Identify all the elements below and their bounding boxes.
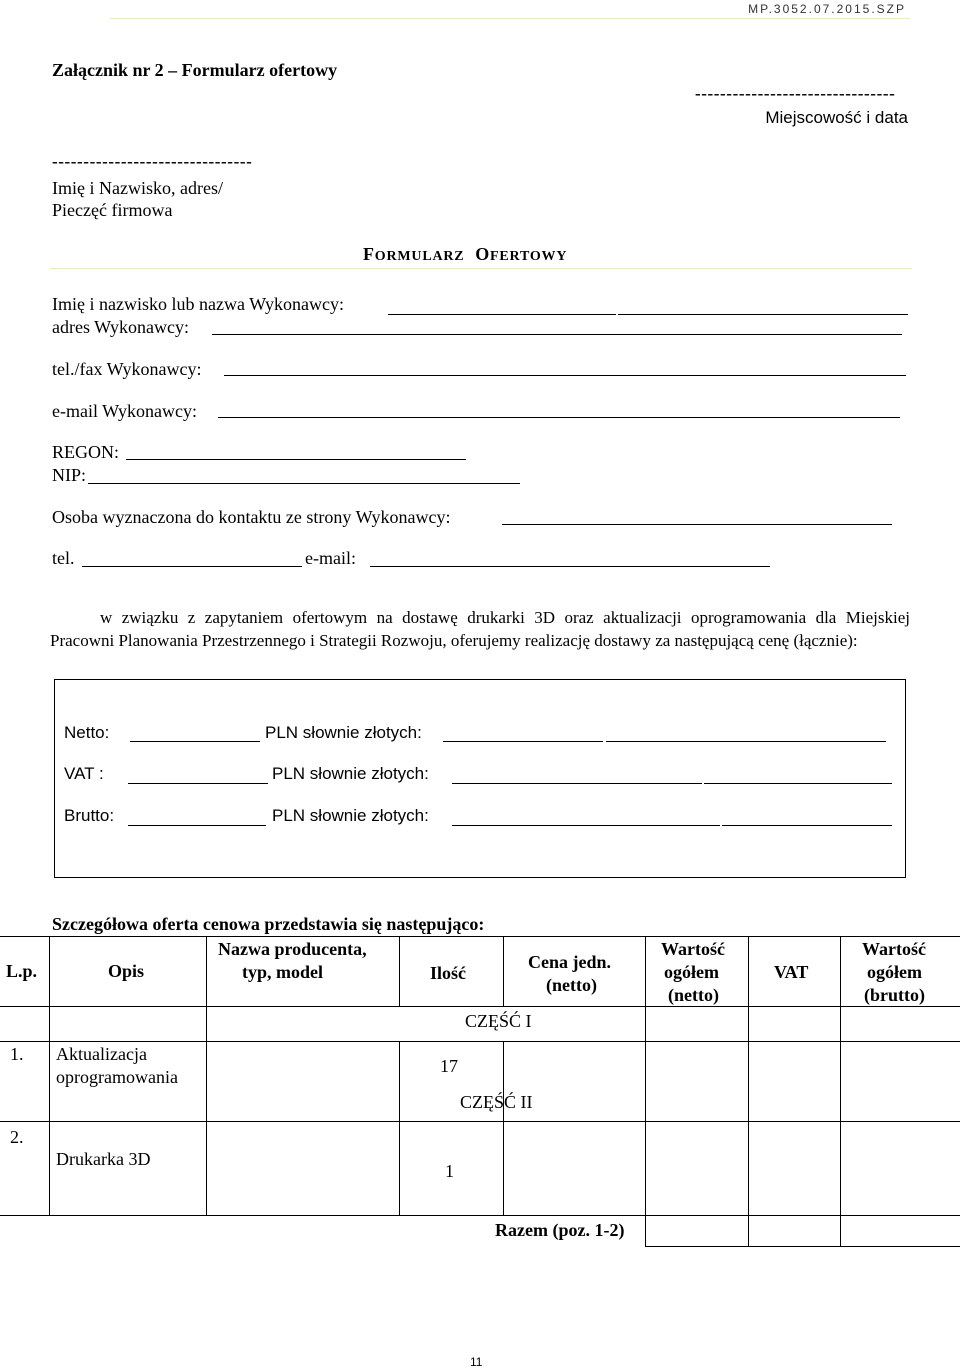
contact-person-line[interactable] — [502, 524, 892, 525]
part-2-label: CZĘŚĆ II — [460, 1092, 533, 1112]
sender-line-2: Pieczęć firmowa — [52, 200, 173, 220]
brutto-words-label: PLN słownie złotych: — [272, 806, 429, 825]
header-cena-2: (netto) — [546, 975, 597, 995]
netto-amount-line[interactable] — [130, 741, 260, 742]
form-title — [363, 244, 567, 265]
brutto-words-line-2[interactable] — [722, 825, 892, 826]
brutto-words-line-1[interactable] — [452, 825, 720, 826]
details-heading: Szczegółowa oferta cenowa przedstawia się następująco: — [52, 914, 485, 934]
header-producer-2: typ, model — [242, 962, 323, 982]
row-1-ilosc: 17 — [440, 1056, 458, 1076]
row-1-opis-2: oprogramowania — [56, 1067, 178, 1087]
sender-line-1: Imię i Nazwisko, adres/ — [52, 178, 223, 198]
header-vat: VAT — [774, 962, 809, 982]
contact-tel-label: tel. — [52, 548, 75, 568]
header-wartosc-brutto-3: (brutto) — [864, 985, 925, 1005]
contractor-name-line-2[interactable] — [618, 314, 908, 315]
vat-words-line-1[interactable] — [452, 783, 702, 784]
form-title-rule — [50, 268, 912, 269]
part-1-label: CZĘŚĆ I — [465, 1011, 532, 1031]
offer-paragraph — [50, 606, 910, 652]
table-row-border — [0, 1041, 960, 1042]
brutto-amount-line[interactable] — [128, 825, 266, 826]
header-wartosc-netto-3: (netto) — [668, 985, 719, 1005]
regon-line[interactable] — [126, 459, 466, 460]
row-2-lp: 2. — [10, 1127, 24, 1147]
table-row-border — [0, 1121, 960, 1122]
contractor-email-line[interactable] — [218, 417, 900, 418]
contractor-name-line-1[interactable] — [388, 314, 616, 315]
vat-words-line-2[interactable] — [704, 783, 892, 784]
sender-dashes: -------------------------------- — [52, 152, 253, 171]
vat-amount-line[interactable] — [128, 783, 268, 784]
header-producer-1: Nazwa producenta, — [218, 939, 367, 959]
table-row-border — [0, 1215, 960, 1216]
nip-label: NIP: — [52, 465, 87, 485]
document-reference-code: MP.3052.07.2015.SZP — [748, 2, 906, 16]
contractor-address-line[interactable] — [212, 334, 902, 335]
table-col-border — [399, 936, 400, 1006]
table-col-border — [399, 1041, 400, 1216]
header-wartosc-brutto-1: Wartość — [862, 939, 926, 959]
netto-words-line-1[interactable] — [443, 741, 603, 742]
form-title-initial-2: O — [475, 244, 491, 264]
header-opis: Opis — [108, 961, 145, 981]
table-col-border — [748, 936, 749, 1247]
netto-words-label: PLN słownie złotych: — [265, 723, 422, 742]
contact-email-label: e-mail: — [305, 548, 356, 568]
place-date-label: Miejscowość i data — [765, 108, 908, 127]
vat-words-label: PLN słownie złotych: — [272, 764, 429, 783]
contractor-address-label: adres Wykonawcy: — [52, 317, 190, 337]
header-rule — [110, 18, 910, 19]
form-title-rest-1: ORMULARZ — [374, 249, 465, 264]
annex-title: Załącznik nr 2 – Formularz ofertowy — [52, 60, 338, 80]
page-number: 11 — [470, 1355, 483, 1369]
contact-email-line[interactable] — [370, 566, 770, 567]
row-2-opis-1: Drukarka 3D — [56, 1149, 151, 1169]
table-col-border — [840, 936, 841, 1247]
contractor-email-label: e-mail Wykonawcy: — [52, 401, 198, 421]
netto-words-line-2[interactable] — [606, 741, 886, 742]
row-1-lp: 1. — [10, 1044, 24, 1064]
place-date-dashes: -------------------------------- — [695, 84, 896, 103]
vat-label: VAT : — [64, 764, 104, 783]
table-col-border — [503, 1041, 504, 1216]
table-col-border — [503, 936, 504, 1006]
contact-tel-line[interactable] — [82, 566, 302, 567]
header-lp: L.p. — [6, 961, 38, 981]
brutto-label: Brutto: — [64, 806, 115, 825]
regon-label: REGON: — [52, 442, 119, 462]
contractor-telfax-label: tel./fax Wykonawcy: — [52, 359, 202, 379]
row-2-ilosc: 1 — [445, 1161, 454, 1181]
header-cena-1: Cena jedn. — [528, 952, 612, 972]
form-title-initial-1: F — [363, 244, 375, 264]
contact-person-label: Osoba wyznaczona do kontaktu ze strony Wykonawcy: — [52, 507, 451, 527]
price-box — [54, 679, 906, 878]
table-col-border — [206, 936, 207, 1216]
header-wartosc-netto-2: ogółem — [664, 962, 719, 982]
contractor-telfax-line[interactable] — [224, 375, 906, 376]
header-ilosc: Ilość — [430, 963, 466, 983]
form-title-rest-2: FERTOWY — [490, 249, 568, 264]
header-wartosc-netto-1: Wartość — [661, 939, 725, 959]
netto-label: Netto: — [64, 723, 110, 742]
table-header-border — [0, 1006, 960, 1007]
offer-paragraph-text: w związku z zapytaniem ofertowym na dostawę drukarki 3D oraz aktualizacji oprogramowania dla Miejskiej Pracowni Planowania Przestrzennego i Strategii Rozwoju, oferujemy realizację dostawy za następującą cenę (łącznie): — [50, 608, 910, 650]
table-total-border — [645, 1246, 960, 1247]
nip-line[interactable] — [88, 483, 520, 484]
header-wartosc-brutto-2: ogółem — [867, 962, 922, 982]
table-col-border — [645, 936, 646, 1247]
row-1-opis-1: Aktualizacja — [56, 1044, 147, 1064]
total-label: Razem (poz. 1-2) — [495, 1220, 625, 1240]
table-col-border — [49, 936, 50, 1216]
table-top-border — [0, 936, 960, 937]
contractor-name-label: Imię i nazwisko lub nazwa Wykonawcy: — [52, 294, 344, 314]
